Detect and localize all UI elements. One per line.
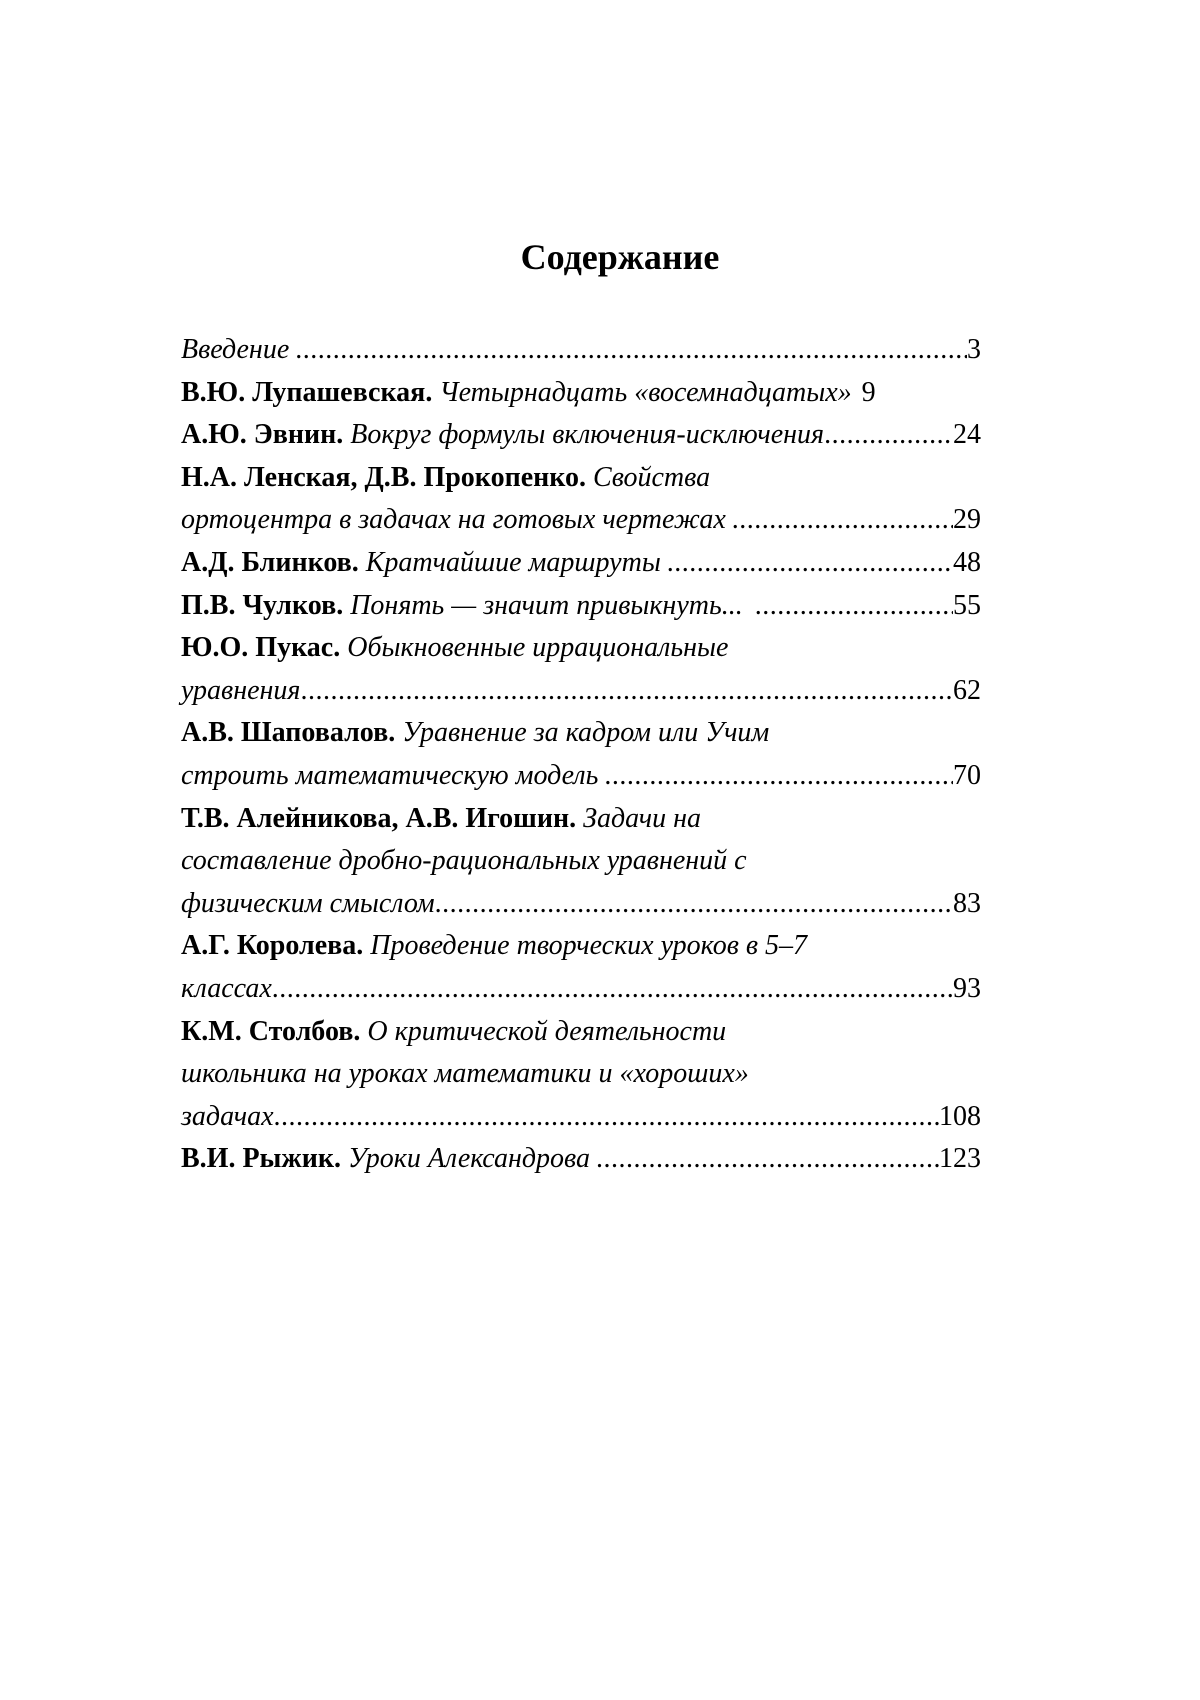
toc-entry-title-line: Проведение творческих уроков в 5–7 xyxy=(370,930,807,961)
toc-entry-author: А.Д. Блинков. xyxy=(181,547,359,578)
toc-entry-evnin[interactable] xyxy=(181,414,981,457)
table-of-contents xyxy=(181,329,981,1181)
dot-leader xyxy=(289,329,967,372)
toc-entry-author: А.Г. Королева. xyxy=(181,930,363,961)
toc-entry-title-line: ортоцентра в задачах на готовых чертежах xyxy=(181,499,726,542)
toc-entry-title-line: Задачи на xyxy=(583,803,701,834)
toc-entry-title-line: школьника на уроках математики и «хороших» xyxy=(181,1053,981,1096)
toc-entry-author: В.И. Рыжик. xyxy=(181,1143,341,1174)
toc-entry-page: 123 xyxy=(939,1138,981,1181)
toc-entry-page: 70 xyxy=(953,755,981,798)
toc-entry-title-line: Обыкновенные иррациональные xyxy=(347,632,728,663)
dot-leader xyxy=(743,585,953,628)
toc-entry-page: 83 xyxy=(953,883,981,926)
toc-entry-page: 24 xyxy=(953,414,981,457)
toc-entry-title-line: О критической деятельности xyxy=(367,1016,726,1047)
dot-leader xyxy=(590,1138,939,1181)
page-title: Содержание xyxy=(0,235,1200,279)
toc-entry-author: А.Ю. Эвнин. xyxy=(181,419,343,450)
toc-entry-title-line: строить математическую модель xyxy=(181,755,598,798)
toc-entry-stolbov[interactable] xyxy=(181,1011,981,1139)
toc-entry-title: Уроки Александрова xyxy=(348,1143,590,1174)
toc-entry-title: Введение xyxy=(181,329,289,372)
toc-entry-title-line: Уравнение за кадром или Учим xyxy=(402,717,769,748)
toc-entry-page: 108 xyxy=(939,1096,981,1139)
toc-entry-title-line: физическим смыслом xyxy=(181,883,435,926)
toc-entry-author: Ю.О. Пукас. xyxy=(181,632,340,663)
toc-entry-author: В.Ю. Лупашевская. xyxy=(181,377,432,408)
toc-entry-chulkov[interactable] xyxy=(181,585,981,628)
dot-leader xyxy=(824,414,953,457)
toc-entry-page: 93 xyxy=(953,968,981,1011)
toc-entry-lupashevskaya[interactable] xyxy=(181,372,981,415)
dot-leader xyxy=(598,755,953,798)
toc-entry-page: 3 xyxy=(967,329,981,372)
toc-entry-page: 55 xyxy=(953,585,981,628)
dot-leader xyxy=(661,542,953,585)
toc-entry-title: Понять — значит привыкнуть... xyxy=(350,590,743,621)
toc-entry-author: Т.В. Алейникова, А.В. Игошин. xyxy=(181,803,576,834)
dot-leader xyxy=(435,883,953,926)
toc-entry-introduction[interactable] xyxy=(181,329,981,372)
toc-entry-aleinikova-igoshin[interactable] xyxy=(181,798,981,926)
toc-entry-title-line: задачах xyxy=(181,1096,274,1139)
toc-entry-title: Четырнадцать «восемнадцатых» xyxy=(439,377,851,408)
toc-entry-author: Н.А. Ленская, Д.В. Прокопенко. xyxy=(181,462,586,493)
toc-entry-title-line: Свойства xyxy=(593,462,710,493)
dot-leader xyxy=(300,670,953,713)
dot-leader xyxy=(272,968,953,1011)
toc-entry-author: П.В. Чулков. xyxy=(181,590,343,621)
toc-entry-page: 62 xyxy=(953,670,981,713)
toc-entry-lenskaya-prokopenko[interactable] xyxy=(181,457,981,542)
toc-entry-shapovalov[interactable] xyxy=(181,712,981,797)
toc-entry-koroleva[interactable] xyxy=(181,925,981,1010)
toc-entry-page: 29 xyxy=(953,499,981,542)
toc-entry-title-line: уравнения xyxy=(181,670,300,713)
toc-entry-title-line: классах xyxy=(181,968,272,1011)
toc-entry-ryzhik[interactable] xyxy=(181,1138,981,1181)
dot-leader xyxy=(274,1096,939,1139)
toc-entry-author: К.М. Столбов. xyxy=(181,1016,360,1047)
document-page xyxy=(0,0,1200,1700)
dot-leader xyxy=(726,499,953,542)
toc-entry-author: А.В. Шаповалов. xyxy=(181,717,395,748)
toc-entry-title-line: составление дробно-рациональных уравнений с xyxy=(181,840,981,883)
toc-entry-blinkov[interactable] xyxy=(181,542,981,585)
toc-entry-pukas[interactable] xyxy=(181,627,981,712)
toc-entry-title: Вокруг формулы включения-исключения xyxy=(350,419,824,450)
toc-entry-title: Кратчайшие маршруты xyxy=(366,547,661,578)
toc-entry-page: 9 xyxy=(852,372,876,415)
toc-entry-page: 48 xyxy=(953,542,981,585)
